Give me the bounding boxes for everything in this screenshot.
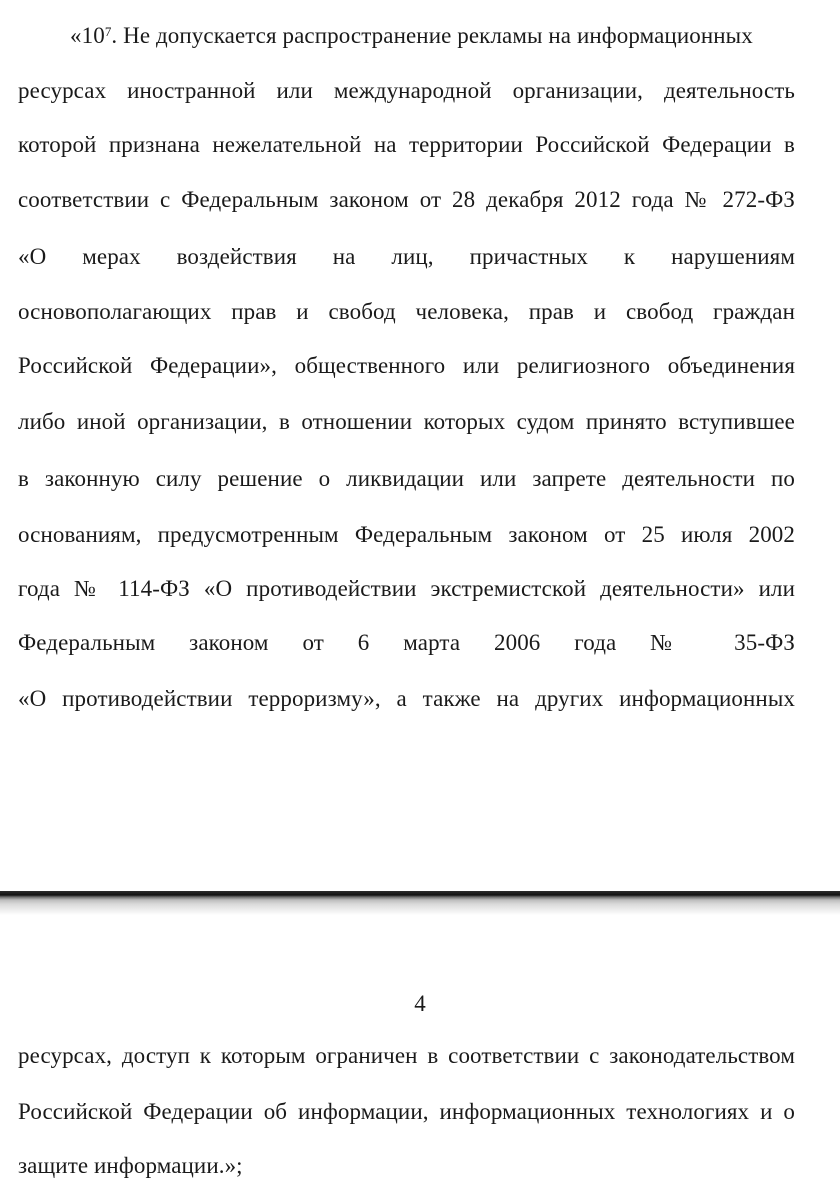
paragraph-line-2: ресурсах иностранной или международной организации, деятельность	[18, 78, 795, 103]
paragraph-line-11: года № 114-ФЗ «О противодействии экстремистской деятельности» или	[18, 576, 795, 601]
quote-open-number: «10	[70, 23, 105, 48]
paragraph-line-8: либо иной организации, в отношении которых судом принято вступившее	[18, 409, 795, 434]
paragraph-line-14: ресурсах, доступ к которым ограничен в соответствии с законодательством	[18, 1043, 795, 1068]
paragraph-line-7: Российской Федерации», общественного или религиозного объединения	[18, 353, 795, 378]
paragraph-line-3: которой признана нежелательной на территории Российской Федерации в	[18, 132, 795, 157]
paragraph-line-15: Российской Федерации об информации, информационных технологиях и о	[18, 1099, 795, 1124]
paragraph-line-9: в законную силу решение о ликвидации или запрете деятельности по	[18, 466, 795, 491]
paragraph-line-16: защите информации.»;	[18, 1153, 243, 1178]
document-page-lower	[0, 915, 840, 1200]
page-break-separator	[0, 888, 840, 915]
superscript-index: 7	[104, 24, 112, 39]
paragraph-line-12: Федеральным законом от 6 марта 2006 года № 35-ФЗ	[18, 630, 795, 655]
page-number: 4	[414, 991, 426, 1016]
paragraph-line-13: «О противодействии терроризму», а также на других информационных	[18, 686, 795, 711]
paragraph-line-4: соответствии с Федеральным законом от 28 декабря 2012 года № 272-ФЗ	[18, 187, 795, 212]
paragraph-line-1	[70, 22, 795, 50]
line-1-text: . Не допускается распространение рекламы на информационных	[111, 23, 753, 48]
paragraph-line-5: «О мерах воздействия на лиц, причастных к нарушениям	[18, 244, 795, 269]
paragraph-line-6: основополагающих прав и свобод человека, прав и свобод граждан	[18, 299, 795, 324]
paragraph-line-10: основаниям, предусмотренным Федеральным законом от 25 июля 2002	[18, 522, 795, 547]
